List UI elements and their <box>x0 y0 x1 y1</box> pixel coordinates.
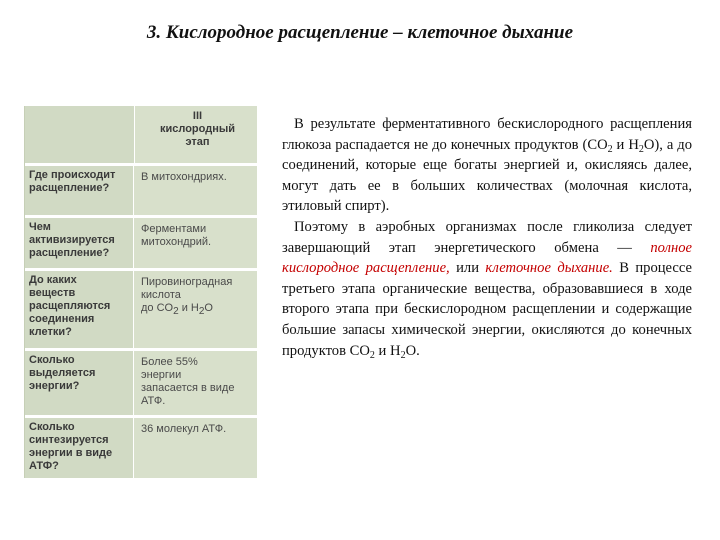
row-answer: 36 молекул АТФ. <box>141 423 227 435</box>
highlight-term: клеточное дыхание. <box>479 260 613 277</box>
row-answer: Более 55% энергии запасается в виде АТФ. <box>141 356 235 407</box>
body-text <box>282 114 692 361</box>
row-answer: В митохондриях. <box>141 171 227 183</box>
table-row <box>25 166 257 215</box>
row-question: Сколько выделяется энергии? <box>25 351 134 415</box>
paragraph-2: Поэтому в аэробных организмах после гликолиза следует завершающий этап энергетического обмена — полное кислородное расщепление, или клеточное дыхание. В процессе третьего этапа органические вещества, образовавшиеся в ходе второго этапа при бескислородном расщеплении и содержащие большие запасы химической энергии, окисляются до конечных продуктов $CO_2$ и $H_2O$. <box>282 218 692 361</box>
row-question: Чем активизируется расщепление? <box>25 218 134 268</box>
formula-co2-h2o: до $CO_2$ и $H_2O$ <box>141 302 213 317</box>
highlight-term: полное кислородное расщепление, <box>282 239 692 277</box>
table-row <box>25 271 257 348</box>
header-empty-cell <box>25 106 135 163</box>
row-question: Сколько синтезируется энергии в виде АТФ? <box>25 418 134 478</box>
table-row <box>25 418 257 478</box>
row-question: Где происходит расщепление? <box>25 166 134 215</box>
table-row <box>25 351 257 415</box>
table-row <box>25 218 257 268</box>
row-answer: Пировиноградная кислота до $CO_2$ и $H_2O$ <box>138 271 257 315</box>
comparison-table <box>24 106 257 478</box>
slide-title: 3. Кислородное расщепление – клеточное дыхание <box>146 22 574 43</box>
row-answer: Ферментами митохондрий. <box>141 223 212 248</box>
table-header: III кислородный этап <box>159 110 236 148</box>
row-question: До каких веществ расщепляются соединения клетки? <box>25 271 134 348</box>
paragraph-1: В результате ферментативного бескислородного расщепления глюкоза распадается не до конечных продуктов ($CO_2$ и $H_2O$), а до соединений, которые еще богаты энергией и, окисляясь далее, могут дать ее в больших количествах (молочная кислота, этиловый спирт). <box>282 116 692 215</box>
